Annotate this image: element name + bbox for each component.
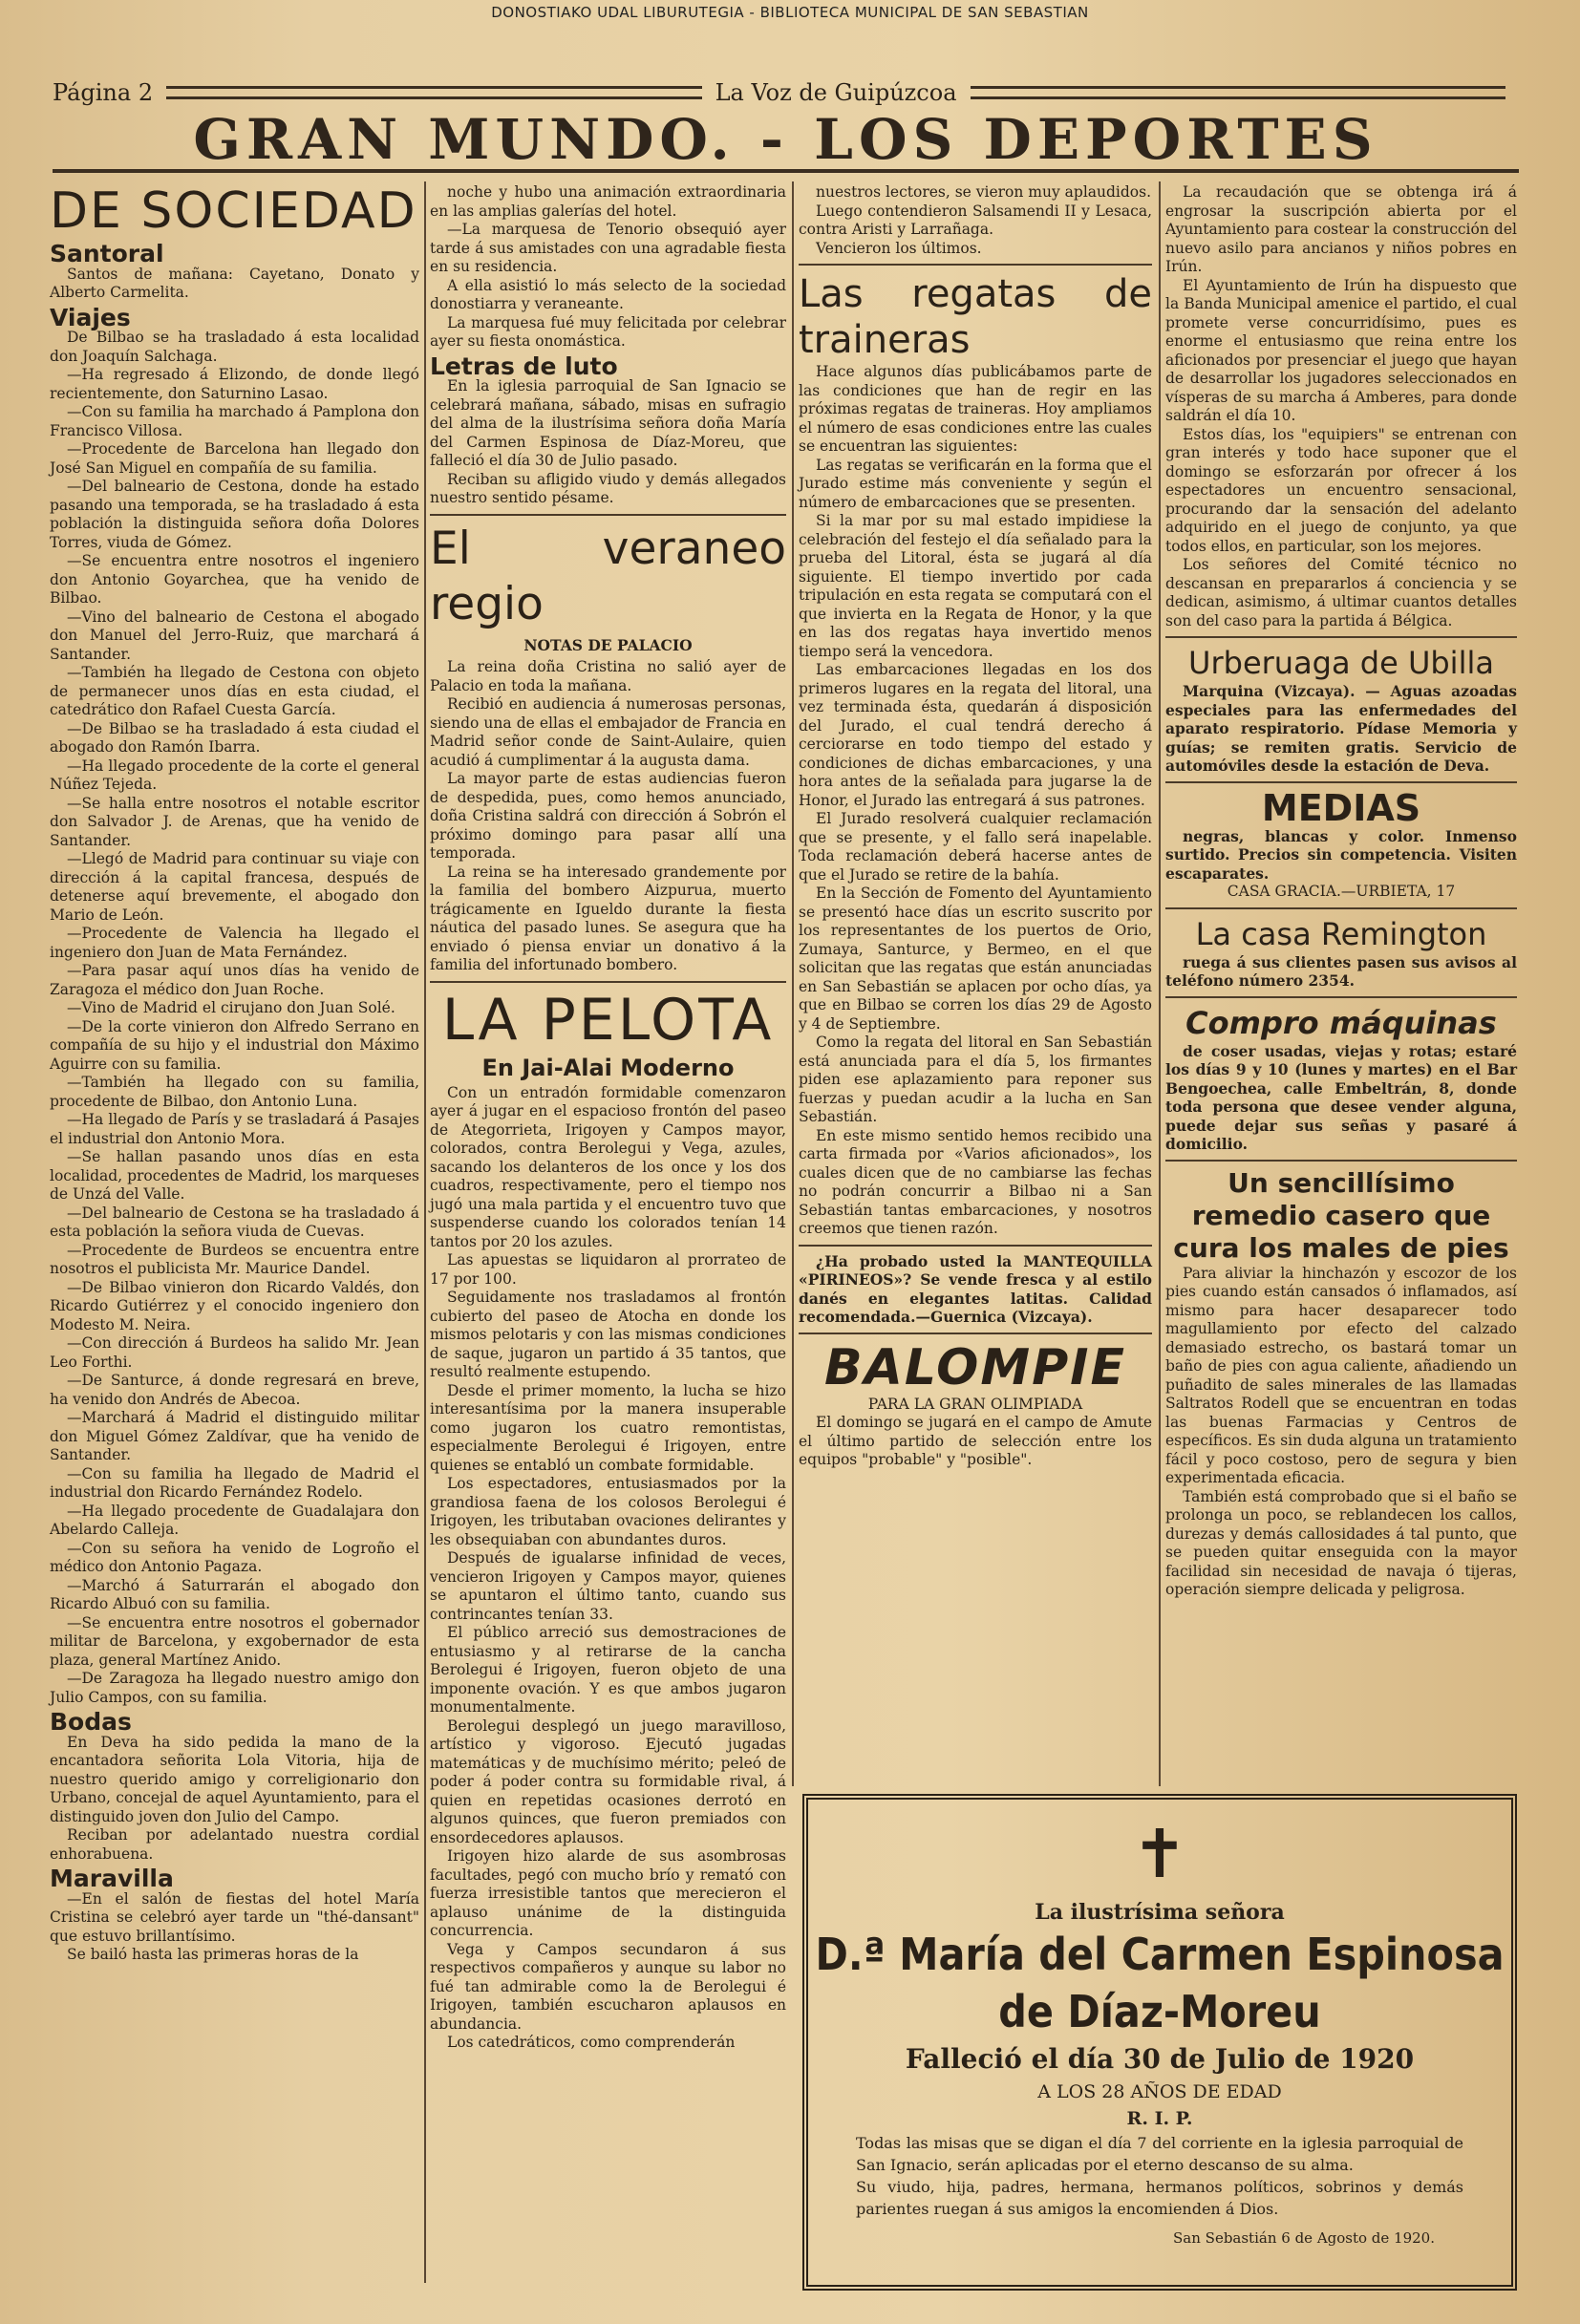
obituary-box: [802, 1794, 1517, 2291]
ad-urberuaga-title: Urberuaga de Ubilla: [1188, 645, 1494, 681]
viaje-item: —Ha llegado de París y se trasladará á Pasajes el industrial don Antonio Mora.: [50, 1111, 419, 1147]
article-text: Luego contendieron Salsamendi II y Lesaca, contra Aristi y Larrañaga.: [799, 202, 1152, 238]
balompie-text: El domingo se jugará en el campo de Amute el último partido de selección entre los equipos "probable" y "posible".: [799, 1414, 1152, 1468]
bodas-text: Reciban por adelantado nuestra cordial enhorabuena.: [50, 1826, 419, 1863]
ad-mantequilla: ¿Ha probado usted la MANTEQUILLA «PIRINEOS»? Se vende fresca y al estilo danés en elegantes latitas. Calidad recomendada.—Guernica (Vizcaya).: [799, 1251, 1152, 1326]
pelota-text: Vega y Campos secundaron á sus respectivos compañeros y aunque su labor no fué tan admirable como la de Berolegui é Irigoyen, también escucharon aplausos en abundancia.: [430, 1940, 786, 2033]
ad-medias-shop: CASA GRACIA.—URBIETA, 17: [1227, 883, 1456, 900]
regatas-text: En este mismo sentido hemos recibido una carta firmada por «Varios aficionados», los cuales dicen que de no cambiarse las fechas no podrán concurrir a Bilbao ni a San Sebastián tantas embarcaciones, y nosotros creemos que tienen razón.: [799, 1126, 1152, 1237]
viaje-item: —Ha llegado procedente de Guadalajara don Abelardo Calleja.: [50, 1502, 419, 1538]
santoral-text: Santos de mañana: Cayetano, Donato y Alberto Carmelita.: [50, 265, 419, 301]
viaje-item: —Con su familia ha llegado de Madrid el industrial don Ricardo Fernández Rodelo.: [50, 1464, 419, 1501]
article-text: noche y hubo una animación extraordinaria en las amplias galerías del hotel.: [430, 183, 786, 220]
veraneo-text: La reina se ha interesado grandemente por la familia del bombero Aizpurua, muerto trágicamente en Igueldo durante la fiesta náutica del pasado lunes. Se asegura que ha enviado ó piensa enviar un donativo á la familia del infortunado bombero.: [430, 863, 786, 973]
pelota-text: Los catedráticos, como comprenderán: [447, 2034, 736, 2051]
viaje-item: —De Bilbao se ha trasladado á esta ciudad el abogado don Ramón Ibarra.: [50, 719, 419, 756]
regatas-text: Las embarcaciones llegadas en los dos primeros lugares en la regata del litoral, una vez terminada ésta, quedarán á disposición del Jurado, el cual tendrá derecho á cerciorarse en todo tiempo del estado y condiciones de dichas embarcaciones, y una hora antes de la señalada para jugarse la de Honor, el Jurado las entregará á sus patrones.: [799, 661, 1152, 809]
pelota-text: Irigoyen hizo alarde de sus asombrosas facultades, pegó con mucho brío y remató con fuerza irresistible tantos que merecieron el aplauso unánime de la distinguida concurrencia.: [430, 1847, 786, 1939]
article-text: Los señores del Comité técnico no descansan en prepararlos á conciencia y se dedican, asimismo, á ultimar cuantos detalles son del caso para la partida á Bélgica.: [1165, 556, 1517, 629]
obituary-text: Su viudo, hija, padres, hermana, hermanos políticos, sobrinos y demás parientes ruegan á sus amigos la encomienden á Dios.: [856, 2178, 1463, 2218]
viaje-item: —También ha llegado con su familia, procedente de Bilbao, don Antonio Luna.: [50, 1074, 419, 1110]
viaje-item: —Del balneario de Cestona se ha trasladado á esta población la señora viuda de Cuevas.: [50, 1204, 419, 1240]
divider: [799, 264, 1152, 266]
divider: [1165, 996, 1517, 998]
veraneo-heading: El veraneo regio: [430, 522, 786, 630]
article-text: La marquesa fué muy felicitada por celebrar ayer su fiesta onomástica.: [430, 313, 786, 350]
viaje-item: —Procedente de Barcelona han llegado don José San Miguel en compañía de su familia.: [50, 440, 419, 477]
ad-urberuaga-text: Marquina (Vizcaya). — Aguas azoadas especiales para las enfermedades del aparato respiratorio. Pídase Memoria y guías; se remiten gratis. Servicio de automóviles desde la estación de Deva.: [1165, 682, 1517, 775]
bodas-text: En Deva ha sido pedida la mano de la encantadora señorita Lola Vitoria, hija de nuestro querido amigo y correligionario don Urbano, concejal de aquel Ayuntamiento, para el distinguido joven don Julio del Campo.: [50, 1733, 419, 1825]
article-text: —La marquesa de Tenorio obsequió ayer tarde á sus amistades con una agradable fiesta en su residencia.: [430, 221, 786, 275]
paper-name: La Voz de Guipúzcoa: [715, 79, 957, 106]
viaje-item: —Del balneario de Cestona, donde ha estado pasando una temporada, se ha trasladado á esta población la distinguida señora doña Dolores Torres, viuda de Gómez.: [50, 478, 419, 551]
article-text: Estos días, los "equipiers" se entrenan con gran interés y todo hace suponer que el domingo se esforzarán por ofrecer á los espectadores un encuentro sensacional, procurando dar la sensación del adelanto adquirido en el juego de conjunto, ya que todos ellos, en particular, son los mejores.: [1165, 425, 1517, 555]
viaje-item: —Vino de Madrid el cirujano don Juan Solé.: [67, 999, 395, 1016]
viaje-item: —Ha regresado á Elizondo, de donde llegó recientemente, don Saturnino Lasao.: [50, 366, 419, 402]
viaje-item: —Se encuentra entre nosotros el gobernador militar de Barcelona, y exgobernador de esta plaza, general Martínez Anido.: [50, 1613, 419, 1669]
column-regatas: [799, 183, 1152, 1470]
running-head: [53, 78, 1519, 107]
viaje-item: —Para pasar aquí unos días ha venido de Zaragoza el médico don Juan Roche.: [50, 962, 419, 998]
viaje-item: —Vino del balneario de Cestona el abogado don Manuel del Jerro-Ruiz, que marchará á Santander.: [50, 608, 419, 663]
article-text: A ella asistió lo más selecto de la sociedad donostiarra y veraneante.: [430, 276, 786, 312]
column-society: [50, 183, 419, 1965]
cross-icon: ✝: [1131, 1815, 1188, 1893]
viaje-item: —Ha llegado procedente de la corte el general Núñez Tejeda.: [50, 757, 419, 793]
varios-text: Se bailó hasta las primeras horas de la: [67, 1946, 359, 1963]
divider: [1165, 636, 1517, 638]
viaje-item: —De Santurce, á donde regresará en breve, ha venido don Andrés de Abecoa.: [50, 1372, 419, 1408]
regatas-text: Si la mar por su mal estado impidiese la celebración del festejo el día señalado para la prueba del Litoral, ésta se jugará al día siguiente. El tiempo invertido por cada tripulación en esta regata se computará con el que invierta en la Regata de Honor, y la que en las dos regatas haya invertido menos tiempo será la vencedora.: [799, 512, 1152, 660]
divider: [799, 1245, 1152, 1247]
viaje-item: —Procedente de Burdeos se encuentra entre nosotros el publicista Mr. Maurice Dandel.: [50, 1241, 419, 1277]
divider: [1165, 907, 1517, 909]
head-rule: [971, 86, 1506, 99]
luto-heading: Letras de luto: [430, 352, 618, 380]
ad-remedio-text: Para aliviar la hinchazón y escozor de los pies cuando están cansados ó inflamados, así mismo para hacer desaparecer todo magullamiento por efecto del calzado demasiado estrecho, os bastará tomar un baño de pies con agua caliente, añadiendo un puñadito de sales minerales de las llamadas Saltratos Rodell que se encuentran en todas las buenas Farmacias y Centros de específicos. Es sin duda alguna un tratamiento fácil y poco costoso, pero de segura y bien experimentada eficacia.: [1165, 1264, 1517, 1486]
article-text: Vencieron los últimos.: [816, 239, 982, 257]
viaje-item: —Marchará á Madrid el distinguido militar don Miguel Gómez Zaldívar, que ha venido de Santander.: [50, 1409, 419, 1463]
archive-header: DONOSTIAKO UDAL LIBURUTEGIA - BIBLIOTECA MUNICIPAL DE SAN SEBASTIAN: [491, 4, 1089, 21]
divider: [430, 514, 786, 516]
viaje-item: —También ha llegado de Cestona con objeto de permanecer unos días en esta ciudad, el catedrático don Rafael Cuesta García.: [50, 664, 419, 718]
obituary-rip: R. I. P.: [1126, 2108, 1193, 2129]
column-ads: [1165, 183, 1517, 1600]
veraneo-text: La mayor parte de estas audiencias fueron de despedida, pues, como hemos anunciado, doña Cristina saldrá con dirección á Sobrón el próximo domingo para pasar allí una temporada.: [430, 770, 786, 862]
divider: [1165, 781, 1517, 783]
pelota-text: Después de igualarse infinidad de veces, vencieron Irigoyen y Campos mayor, quienes se apuntaron el último tanto, cuando sus contrincantes tenían 33.: [430, 1549, 786, 1623]
viaje-item: —Con su familia ha marchado á Pamplona don Francisco Villosa.: [50, 403, 419, 439]
page-number: Página 2: [53, 79, 154, 106]
pelota-text: Berolegui desplegó un juego maravilloso, artístico y vigoroso. Ejecutó jugadas matemáticas y de muchísimo mérito; peleó de poder á poder contra su formidable rival, á quien en repetidas ocasiones derrotó en algunos quinces, que fueron premiados con ensordecedores aplausos.: [430, 1716, 786, 1846]
regatas-text: En la Sección de Fomento del Ayuntamiento se presentó hace días un escrito suscrito por los representantes de los puertos de Orio, Zumaya, Santurce, y Bermeo, en el que solicitan que las regatas que están anunciadas en San Sebastián se aplacen por ocho días, ya que en Bilbao se corren los días 29 de Agosto y 4 de Septiembre.: [799, 885, 1152, 1033]
ad-medias-title: MEDIAS: [1261, 786, 1421, 829]
column-divider: [792, 181, 794, 1786]
balompie-subheading: PARA LA GRAN OLIMPIADA: [867, 1395, 1083, 1413]
veraneo-subheading: NOTAS DE PALACIO: [523, 635, 693, 654]
ad-maquinas-title: Compro máquinas: [1185, 1004, 1497, 1041]
varios-text: —En el salón de fiestas del hotel María Cristina se celebró ayer tarde un "thé-dansant" que estuvo brillantísimo.: [50, 1889, 419, 1945]
pelota-text: Desde el primer momento, la lucha se hizo interesantísima por la manera insuperable como jugaron los cuatro remontistas, especialmente Berolegui é Irigoyen, entre quienes se entabló un combate formidable.: [430, 1381, 786, 1474]
pelota-heading: LA PELOTA: [441, 986, 775, 1054]
section-heading: DE SOCIEDAD: [50, 182, 417, 240]
santoral-heading: Santoral: [50, 240, 164, 267]
pelota-subheading: En Jai-Alai Moderno: [481, 1054, 735, 1081]
column-divider: [1159, 181, 1161, 1786]
veraneo-text: Recibió en audiencia á numerosas personas, siendo una de ellas el embajador de Francia en Madrid señor conde de Saint-Aulaire, quien acudió á cumplimentar á la augusta dama.: [430, 695, 786, 769]
viaje-item: —Marchó á Saturrarán el abogado don Ricardo Albuó con su familia.: [50, 1576, 419, 1612]
ad-remedio-text: También está comprobado que si el baño se prolonga un poco, se reblandecen los callos, durezas y demás callosidades á tal punto, que se pueden quitar enseguida con la mayor facilidad sin necesidad de navaja ó tijeras, operación siempre delicada y peligrosa.: [1165, 1487, 1517, 1598]
ad-maquinas-text: de coser usadas, viejas y rotas; estaré los días 9 y 10 (lunes y martes) en el Bar Bengoechea, calle Embeltrán, 8, donde toda persona que desee vender alguna, puede dejar sus señas y pasaré á domicilio.: [1165, 1041, 1517, 1153]
pelota-text: Seguidamente nos trasladamos al frontón cubierto del paseo de Atocha en donde los mismos pelotaris y con las mismas condiciones de saque, jugaron un partido á 35 tantos, que resultó realmente estupendo.: [430, 1289, 786, 1380]
obituary-date: San Sebastián 6 de Agosto de 1920.: [1173, 2229, 1435, 2247]
luto-text: En la iglesia parroquial de San Ignacio se celebrará mañana, sábado, misas en sufragio del alma de la ilustrísima señora doña María del Carmen Espinosa de Díaz-Moreu, que falleció el día 30 de Julio pasado.: [430, 377, 786, 469]
regatas-heading: Las regatas de traineras: [799, 272, 1152, 362]
pelota-text: Los espectadores, entusiasmados por la grandiosa faena de los colosos Berolegui é Irigoyen, les tributaban ovaciones delirantes y les obsequiaban con abundantes duros.: [430, 1475, 786, 1548]
article-text: La recaudación que se obtenga irá á engrosar la suscripción abierta por el Ayuntamiento para costear la construcción del nuevo asilo para ancianos y niños pobres en Irún.: [1165, 183, 1517, 275]
varios-heading: Maravilla: [50, 1865, 174, 1892]
divider: [430, 981, 786, 983]
viaje-item: —Con dirección á Burdeos ha salido Mr. Jean Leo Forthi.: [50, 1334, 419, 1371]
viaje-item: —Llegó de Madrid para continuar su viaje con dirección á la capital francesa, después de detenerse aquí brevemente, el abogado don Mario de León.: [50, 850, 419, 924]
divider: [1165, 1160, 1517, 1162]
regatas-text: Las regatas se verificarán en la forma que el Jurado estime más conveniente y según el número de embarcaciones que se presenten.: [799, 456, 1152, 511]
viaje-item: —Se encuentra entre nosotros el ingeniero don Antonio Goyarchea, que ha venido de Bilbao.: [50, 552, 419, 607]
ad-medias-text: negras, blancas y color. Inmenso surtido. Precios sin competencia. Visiten escaparates.: [1165, 826, 1517, 883]
regatas-text: Como la regata del litoral en San Sebastián está anunciada para el día 5, los firmantes piden ese aplazamiento para reponer sus fuerzas y puedan acudir a la lucha en San Sebastián.: [799, 1034, 1152, 1125]
viaje-item: —De Zaragoza ha llegado nuestro amigo don Julio Campos, con su familia.: [50, 1670, 419, 1706]
viaje-item: —Procedente de Valencia ha llegado el ingeniero don Juan de Mata Fernández.: [50, 925, 419, 961]
viaje-item: —Con su señora ha venido de Logroño el médico don Antonio Pagaza.: [50, 1539, 419, 1575]
obituary-title: La ilustrísima señora: [1035, 1900, 1285, 1925]
viaje-item: —De Bilbao vinieron don Ricardo Valdés, don Ricardo Gutiérrez y el conocido ingeniero don Modesto M. Neira.: [50, 1278, 419, 1333]
head-rule: [166, 86, 702, 99]
regatas-text: Hace algunos días publicábamos parte de las condiciones que han de regir en las próximas regatas de traineras. Hoy ampliamos el número de esas condiciones entre las cuales se encuentran las siguientes:: [799, 363, 1152, 455]
masthead: GRAN MUNDO. - LOS DEPORTES: [53, 110, 1519, 173]
divider: [799, 1333, 1152, 1334]
regatas-text: El Jurado resolverá cualquier reclamación que se presente, y el fallo será inapelable. Toda reclamación deberá hacerse antes de que el Jurado se retire de la bahía.: [799, 810, 1152, 884]
bodas-heading: Bodas: [50, 1708, 132, 1736]
article-text: El Ayuntamiento de Irún ha dispuesto que la Banda Municipal amenice el partido, el cual promete verse concurridísimo, pues es enorme el entusiasmo que reina entre los aficionados por presenciar el juego que hayan de desarrollar los jugadores seleccionados en vísperas de su marcha á Amberes, para donde saldrán el día 10.: [1165, 276, 1517, 424]
column-divider: [424, 181, 426, 2283]
pelota-text: Con un entradón formidable comenzaron ayer á jugar en el espacioso frontón del paseo de Ategorrieta, Irigoyen y Campos mayor, colorados, contra Berolegui y Vega, azules, sacando los delanteros de los once y los dos cuadros, respectivamente, pero el tiempo nos jugó una mala partida y el encuentro tuvo que suspenderse cuando los colorados tenían 14 tantos por 20 los azules.: [430, 1083, 786, 1250]
pelota-text: El público arreció sus demostraciones de entusiasmo y al retirarse de la cancha Berolegui é Irigoyen, fueron objeto de una imponente ovación. Y es que ambos jugaron monumentalmente.: [430, 1624, 786, 1716]
viaje-item: —Se hallan pasando unos días en esta localidad, procedentes de Madrid, los marqueses de Unzá del Valle.: [50, 1148, 419, 1203]
obituary-text: Todas las misas que se digan el día 7 del corriente en la iglesia parroquial de San Ignacio, serán aplicadas por el eterno descanso de su alma.: [856, 2134, 1463, 2174]
obituary-died: Falleció el día 30 de Julio de 1920: [905, 2043, 1415, 2075]
ad-remington-title: La casa Remington: [1195, 915, 1487, 952]
balompie-heading: BALOMPIE: [823, 1338, 1127, 1397]
pelota-text: Las apuestas se liquidaron al prorrateo de 17 por 100.: [430, 1251, 786, 1288]
ad-remington-text: ruega á sus clientes pasen sus avisos al teléfono número 2354.: [1165, 952, 1517, 990]
obituary-name: D.ª María del Carmen Espinosa de Díaz-Moreu: [815, 1929, 1505, 2037]
viaje-item: De Bilbao se ha trasladado á esta localidad don Joaquín Salchaga.: [50, 329, 419, 365]
column-palace-pelota: [430, 183, 786, 2053]
article-text: nuestros lectores, se vieron muy aplaudidos.: [816, 183, 1152, 201]
luto-text: Reciban su afligido viudo y demás allegados nuestro sentido pésame.: [430, 470, 786, 506]
viajes-heading: Viajes: [50, 303, 131, 331]
obituary-age: A LOS 28 AÑOS DE EDAD: [1037, 2081, 1282, 2102]
ad-remedio-title: Un sencillísimo remedio casero que cura los males de pies: [1173, 1166, 1509, 1264]
viaje-item: —De la corte vinieron don Alfredo Serrano en compañía de su hijo y el industrial don Máximo Aguirre con su familia.: [50, 1017, 419, 1073]
viaje-item: —Se halla entre nosotros el notable escritor don Salvador J. de Arenas, que ha venido de Santander.: [50, 794, 419, 849]
veraneo-text: La reina doña Cristina no salió ayer de Palacio en toda la mañana.: [430, 658, 786, 694]
